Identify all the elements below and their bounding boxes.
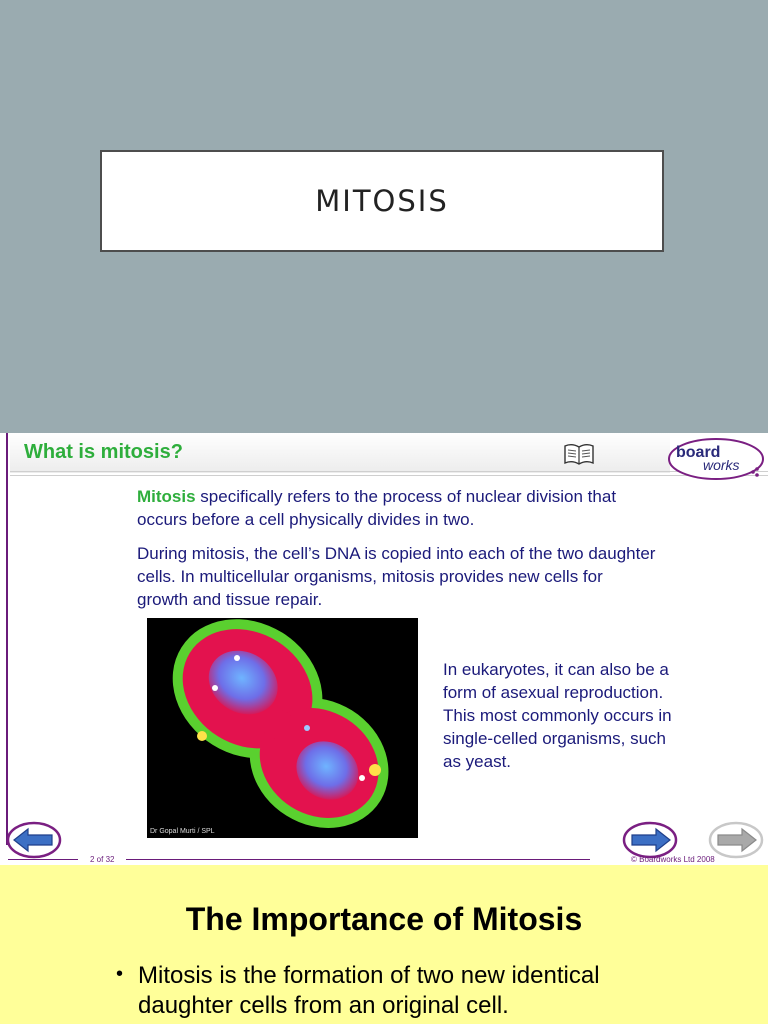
copyright: © Boardworks Ltd 2008 bbox=[631, 855, 715, 864]
footer-line-left bbox=[8, 859, 78, 860]
keyword-mitosis: Mitosis bbox=[137, 487, 196, 506]
slide-title: MITOSIS bbox=[315, 184, 449, 218]
forward-arrow-disabled-icon[interactable] bbox=[708, 819, 764, 859]
logo-text-works: works bbox=[703, 457, 740, 473]
bullet-marker: • bbox=[116, 963, 124, 985]
dividing-cell-image bbox=[147, 618, 418, 838]
page-number: 2 of 32 bbox=[90, 855, 115, 864]
left-frame-line bbox=[6, 433, 8, 845]
logo-text-board: board bbox=[676, 444, 721, 461]
boardworks-logo bbox=[667, 435, 765, 481]
paragraph-dna-copy: During mitosis, the cell’s DNA is copied into each of the two daughter cells. In multicellular organisms, mitosis provides new cells for growth and tissue repair. bbox=[137, 544, 656, 609]
bullet-text: Mitosis is the formation of two new identical daughter cells from an original cell. bbox=[138, 962, 600, 1019]
header-divider bbox=[10, 471, 768, 476]
image-credit: Dr Gopal Murti / SPL bbox=[150, 828, 215, 835]
definition-text: specifically refers to the process of nuclear division that occurs before a cell physically divides in two. bbox=[137, 487, 617, 529]
back-arrow-icon[interactable] bbox=[6, 819, 62, 859]
title-box bbox=[100, 150, 664, 252]
micrograph bbox=[147, 618, 418, 838]
content-slide bbox=[0, 433, 768, 865]
footer-line-middle bbox=[126, 859, 590, 860]
slide-heading: What is mitosis? bbox=[24, 441, 183, 463]
book-icon[interactable] bbox=[563, 441, 595, 467]
title-slide bbox=[0, 0, 768, 433]
importance-title: The Importance of Mitosis bbox=[185, 901, 583, 937]
paragraph-eukaryotes: In eukaryotes, it can also be a form of asexual reproduction. This most commonly occurs in single-celled organisms, such as yeast. bbox=[443, 660, 672, 771]
paragraph-definition bbox=[137, 485, 657, 531]
importance-slide bbox=[0, 865, 768, 1024]
forward-arrow-icon[interactable] bbox=[622, 819, 678, 859]
